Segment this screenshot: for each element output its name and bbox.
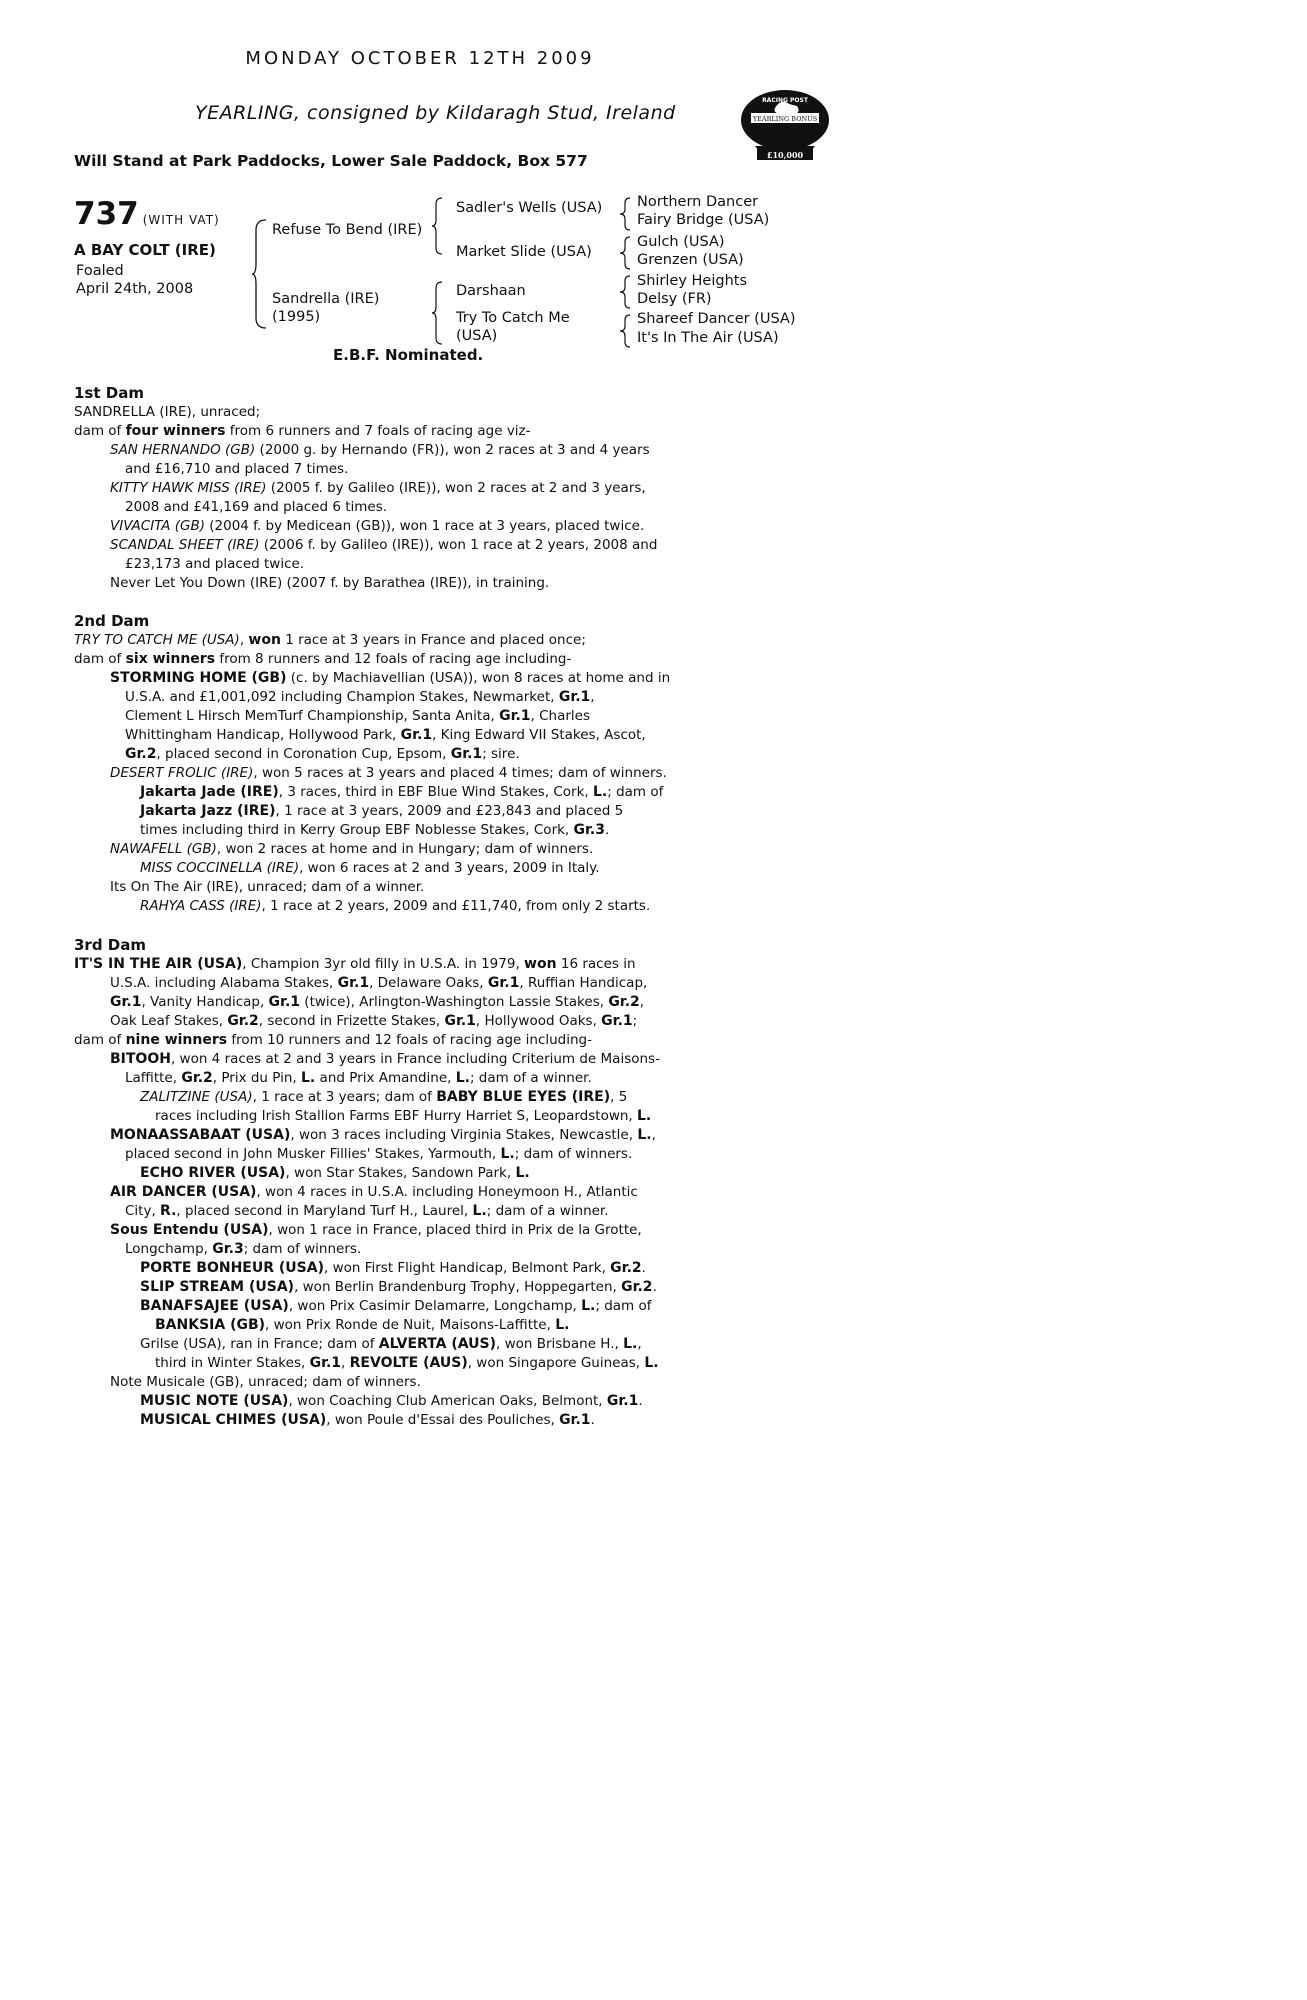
text-run: (2005 f. by Galileo (IRE)), won 2 races at 2 and 3 years, <box>266 480 646 496</box>
text-run: £23,173 and placed twice. <box>125 556 305 572</box>
pedigree-sire-sire: Sadler's Wells (USA) <box>456 200 603 216</box>
text-run: 2008 and £41,169 and placed 6 times. <box>125 499 388 515</box>
text-run: , placed second in Maryland Turf H., Laurel, <box>176 1203 473 1219</box>
text-run: Oak Leaf Stakes, <box>110 1013 228 1029</box>
text-run: ALVERTA (AUS) <box>378 1336 496 1352</box>
text-run: L. <box>515 1165 530 1181</box>
text-run: U.S.A. including Alabama Stakes, <box>110 975 338 991</box>
text-run: . <box>638 1393 643 1409</box>
second-dam-line <box>125 726 646 745</box>
text-run: ; dam of a winner. <box>469 1070 592 1086</box>
text-run: Gr.2 <box>608 994 640 1010</box>
text-run: ZALITZINE (USA) <box>140 1089 253 1105</box>
text-run: , won 4 races in U.S.A. including Honeymoon H., Atlantic <box>256 1184 638 1200</box>
text-run: Gr.3 <box>573 822 605 838</box>
ebf-note: E.B.F. Nominated. <box>333 346 484 364</box>
text-run: L. <box>637 1108 652 1124</box>
text-run: , won Star Stakes, Sandown Park, <box>285 1165 516 1181</box>
text-run: ; <box>632 1013 638 1029</box>
text-run: (2006 f. by Galileo (IRE)), won 1 race at 2 years, 2008 and <box>259 537 658 553</box>
text-run: MUSIC NOTE (USA) <box>140 1393 289 1409</box>
text-run: Gr.3 <box>212 1241 244 1257</box>
text-run: City, <box>125 1203 161 1219</box>
text-run: L. <box>301 1070 316 1086</box>
text-run: Laffitte, <box>125 1070 182 1086</box>
lot-number-block <box>74 196 220 232</box>
text-run: dam of <box>74 651 126 667</box>
text-run: , won Brisbane H., <box>495 1336 624 1352</box>
text-run: PORTE BONHEUR (USA) <box>140 1260 324 1276</box>
text-run: Jakarta Jade (IRE) <box>140 784 279 800</box>
text-run: , won Prix Casimir Delamarre, Longchamp, <box>288 1298 582 1314</box>
text-run: L. <box>637 1127 652 1143</box>
text-run: L. <box>593 784 608 800</box>
text-run: , 1 race at 3 years, 2009 and £23,843 and placed 5 <box>275 803 624 819</box>
pedigree-dam-dam-name: Try To Catch Me <box>456 310 570 326</box>
text-run: . <box>641 1260 646 1276</box>
second-dam-line <box>74 650 571 669</box>
text-run: , <box>651 1127 656 1143</box>
third-dam-line <box>140 1259 646 1278</box>
text-run: , won Singapore Guineas, <box>467 1355 645 1371</box>
text-run: Clement L Hirsch MemTurf Championship, Santa Anita, <box>125 708 500 724</box>
text-run: , Charles <box>530 708 591 724</box>
text-run: , won 6 races at 2 and 3 years, 2009 in Italy. <box>299 860 600 876</box>
pedigree-dam <box>272 290 379 326</box>
text-run: , second in Frizette Stakes, <box>258 1013 445 1029</box>
text-run: Gr.1 <box>450 746 483 762</box>
pedigree-dss: Shirley Heights <box>637 273 748 289</box>
text-run: Gr.1 <box>268 994 301 1010</box>
text-run: four winners <box>125 423 226 439</box>
text-run: , King Edward VII Stakes, Ascot, <box>432 727 646 743</box>
text-run: Gr.1 <box>558 689 591 705</box>
text-run: . <box>605 822 610 838</box>
text-run: races including Irish Stallion Farms EBF Hurry Harriet S, Leopardstown, <box>155 1108 638 1124</box>
third-dam-line <box>140 1278 657 1297</box>
pedigree-dds: Shareef Dancer (USA) <box>637 311 796 327</box>
text-run: , won Berlin Brandenburg Trophy, Hoppegarten, <box>294 1279 622 1295</box>
text-run: SANDRELLA (IRE), unraced; <box>74 404 261 420</box>
text-run: and £16,710 and placed 7 times. <box>125 461 349 477</box>
third-dam-line <box>110 1183 638 1202</box>
second-dam-line <box>140 859 600 878</box>
text-run: Whittingham Handicap, Hollywood Park, <box>125 727 401 743</box>
pedigree-brace-dam <box>432 280 444 346</box>
text-run: R. <box>160 1203 177 1219</box>
text-run: dam of <box>74 423 126 439</box>
third-dam-line <box>125 1145 632 1164</box>
text-run: IT'S IN THE AIR (USA) <box>74 956 243 972</box>
text-run: times including third in Kerry Group EBF Noblesse Stakes, Cork, <box>140 822 574 838</box>
text-run: TRY TO CATCH ME (USA) <box>74 632 240 648</box>
first-dam-line <box>110 517 644 536</box>
badge-amount-text: £10,000 <box>766 150 804 160</box>
foaled-label: Foaled <box>76 263 124 279</box>
text-run: (2004 f. by Medicean (GB)), won 1 race at 3 years, placed twice. <box>204 518 645 534</box>
text-run: , won Coaching Club American Oaks, Belmont, <box>288 1393 607 1409</box>
text-run: DESERT FROLIC (IRE) <box>110 765 254 781</box>
pedigree-dam-name: Sandrella (IRE) <box>272 291 380 307</box>
text-run: . <box>590 1412 595 1428</box>
stand-location: Will Stand at Park Paddocks, Lower Sale Paddock, Box 577 <box>74 152 588 170</box>
pedigree-sdd: Grenzen (USA) <box>637 252 744 268</box>
text-run: ; dam of <box>607 784 664 800</box>
third-dam-line <box>110 1012 637 1031</box>
second-dam-line <box>110 764 667 783</box>
text-run: (c. by Machiavellian (USA)), won 8 races at home and in <box>286 670 671 686</box>
text-run: , Hollywood Oaks, <box>475 1013 602 1029</box>
text-run: KITTY HAWK MISS (IRE) <box>110 480 267 496</box>
text-run: Jakarta Jazz (IRE) <box>140 803 276 819</box>
text-run: BABY BLUE EYES (IRE) <box>436 1089 611 1105</box>
text-run: won <box>248 632 281 648</box>
consignment-line: YEARLING, consigned by Kildaragh Stud, Ireland <box>195 102 676 124</box>
text-run: ECHO RIVER (USA) <box>140 1165 286 1181</box>
badge-middle-text: YEARLING BONUS <box>752 115 818 123</box>
text-run: U.S.A. and £1,001,092 including Champion Stakes, Newmarket, <box>125 689 559 705</box>
text-run: from 10 runners and 12 foals of racing age including- <box>227 1032 592 1048</box>
third-dam-line <box>110 1373 421 1392</box>
text-run: , won 1 race in France, placed third in Prix de la Grotte, <box>268 1222 642 1238</box>
third-dam-line <box>155 1316 569 1335</box>
second-dam-line <box>140 897 650 916</box>
text-run: Gr.1 <box>601 1013 633 1029</box>
text-run: , won Prix Ronde de Nuit, Maisons-Laffitte, <box>265 1317 556 1333</box>
first-dam-line <box>125 555 304 574</box>
pedigree-dam-year: (1995) <box>272 309 321 325</box>
text-run: ; dam of winners. <box>514 1146 633 1162</box>
first-dam-line <box>125 460 348 479</box>
pedigree-ddd: It's In The Air (USA) <box>637 330 779 346</box>
second-dam-line <box>140 783 663 802</box>
third-dam-line <box>140 1335 642 1354</box>
text-run: Never Let You Down (IRE) (2007 f. by Barathea (IRE)), in training. <box>110 575 550 591</box>
first-dam-line <box>110 441 650 460</box>
text-run: Gr.1 <box>309 1355 342 1371</box>
text-run: , Vanity Handicap, <box>141 994 269 1010</box>
text-run: SLIP STREAM (USA) <box>140 1279 295 1295</box>
text-run: BANAFSAJEE (USA) <box>140 1298 289 1314</box>
third-dam-line <box>140 1088 627 1107</box>
pedigree-brace-ds <box>620 274 632 310</box>
third-dam-line <box>110 993 644 1012</box>
pedigree-brace-sire <box>432 196 444 256</box>
second-dam-line <box>140 821 609 840</box>
third-dam-line <box>140 1164 530 1183</box>
pedigree-brace-dd <box>620 313 632 349</box>
text-run: nine winners <box>125 1032 228 1048</box>
text-run: L. <box>623 1336 638 1352</box>
text-run: , 3 races, third in EBF Blue Wind Stakes, Cork, <box>278 784 593 800</box>
text-run: 1 race at 3 years in France and placed once; <box>280 632 586 648</box>
text-run: L. <box>644 1355 659 1371</box>
text-run: , <box>637 1336 642 1352</box>
text-run: from 6 runners and 7 foals of racing age viz- <box>225 423 531 439</box>
third-dam-line <box>110 1050 660 1069</box>
text-run: , won 2 races at home and in Hungary; dam of winners. <box>216 841 594 857</box>
lot-number: 737 <box>74 196 139 232</box>
text-run: Gr.2 <box>181 1070 213 1086</box>
second-dam-line <box>74 631 586 650</box>
third-dam-line <box>110 1221 642 1240</box>
pedigree-sds: Gulch (USA) <box>637 234 725 250</box>
pedigree-dam-dam-origin: (USA) <box>456 328 498 344</box>
text-run: , <box>639 994 645 1010</box>
pedigree-ssd: Fairy Bridge (USA) <box>637 212 770 228</box>
text-run: REVOLTE (AUS) <box>349 1355 468 1371</box>
text-run: . <box>652 1279 657 1295</box>
text-run: Gr.1 <box>606 1393 639 1409</box>
text-run: dam of <box>74 1032 126 1048</box>
pedigree-sire-dam: Market Slide (USA) <box>456 244 592 260</box>
text-run: L. <box>500 1146 515 1162</box>
badge-top-text: RACING POST <box>762 97 808 104</box>
text-run: VIVACITA (GB) <box>110 518 205 534</box>
text-run: L. <box>555 1317 570 1333</box>
text-run: Gr.1 <box>444 1013 476 1029</box>
third-dam-line <box>74 1031 592 1050</box>
text-run: STORMING HOME (GB) <box>110 670 287 686</box>
second-dam-line <box>125 707 590 726</box>
text-run: from 8 runners and 12 foals of racing age including- <box>215 651 572 667</box>
text-run: (twice), Arlington-Washington Lassie Stakes, <box>300 994 609 1010</box>
text-run: , 5 <box>610 1089 628 1105</box>
text-run: MISS COCCINELLA (IRE) <box>140 860 300 876</box>
second-dam-line <box>110 878 424 897</box>
text-run: Its On The Air (IRE), unraced; dam of a winner. <box>110 879 425 895</box>
text-run: , 1 race at 2 years, 2009 and £11,740, from only 2 starts. <box>261 898 651 914</box>
second-dam-line <box>125 688 595 707</box>
second-dam-heading: 2nd Dam <box>74 612 150 630</box>
text-run: placed second in John Musker Fillies' Stakes, Yarmouth, <box>125 1146 501 1162</box>
text-run: L. <box>472 1203 487 1219</box>
first-dam-line <box>74 403 260 422</box>
third-dam-line <box>155 1107 651 1126</box>
first-dam-heading: 1st Dam <box>74 384 144 402</box>
third-dam-line <box>125 1240 361 1259</box>
text-run: MONAASSABAAT (USA) <box>110 1127 291 1143</box>
text-run: , placed second in Coronation Cup, Epsom, <box>156 746 451 762</box>
text-run: , <box>239 632 249 648</box>
lot-name: A BAY COLT (IRE) <box>74 241 216 259</box>
first-dam-line <box>110 536 657 555</box>
sale-date: MONDAY OCTOBER 12TH 2009 <box>245 48 595 69</box>
third-dam-line <box>140 1297 652 1316</box>
text-run: 16 races in <box>556 956 636 972</box>
pedigree-dsd: Delsy (FR) <box>637 291 712 307</box>
text-run: , Champion 3yr old filly in U.S.A. in 1979, <box>242 956 525 972</box>
vat-note: (WITH VAT) <box>142 213 220 227</box>
first-dam-line <box>110 479 646 498</box>
first-dam-line <box>125 498 387 517</box>
text-run: RAHYA CASS (IRE) <box>140 898 262 914</box>
third-dam-line <box>125 1202 609 1221</box>
text-run: third in Winter Stakes, <box>155 1355 310 1371</box>
text-run: BITOOH <box>110 1051 171 1067</box>
text-run: Longchamp, <box>125 1241 213 1257</box>
pedigree-brace-main <box>252 218 268 330</box>
third-dam-line <box>110 1126 656 1145</box>
text-run: ; dam of <box>595 1298 652 1314</box>
pedigree-sss: Northern Dancer <box>637 194 759 210</box>
text-run: , won First Flight Handicap, Belmont Park, <box>323 1260 611 1276</box>
text-run: Gr.2 <box>125 746 157 762</box>
third-dam-line <box>140 1392 643 1411</box>
text-run: NAWAFELL (GB) <box>110 841 217 857</box>
third-dam-line <box>74 955 636 974</box>
third-dam-line <box>140 1411 595 1430</box>
text-run: Gr.2 <box>621 1279 653 1295</box>
text-run: SCANDAL SHEET (IRE) <box>110 537 260 553</box>
pedigree-dam-dam <box>456 309 570 345</box>
text-run: Gr.1 <box>499 708 531 724</box>
text-run: (2000 g. by Hernando (FR)), won 2 races at 3 and 4 years <box>255 442 650 458</box>
text-run: L. <box>455 1070 470 1086</box>
pedigree-brace-ss <box>620 196 632 232</box>
pedigree-brace-sd <box>620 235 632 271</box>
text-run: won <box>524 956 557 972</box>
text-run: Gr.1 <box>337 975 370 991</box>
text-run: , Prix du Pin, <box>212 1070 302 1086</box>
text-run: , 1 race at 3 years; dam of <box>252 1089 437 1105</box>
foaled-date: April 24th, 2008 <box>76 281 194 297</box>
text-run: , won Poule d'Essai des Pouliches, <box>326 1412 560 1428</box>
yearling-bonus-badge <box>735 88 835 166</box>
text-run: , <box>341 1355 350 1371</box>
second-dam-line <box>110 840 593 859</box>
text-run: AIR DANCER (USA) <box>110 1184 257 1200</box>
foaled-block <box>76 262 193 298</box>
text-run: , won 3 races including Virginia Stakes, Newcastle, <box>290 1127 638 1143</box>
text-run: Gr.1 <box>487 975 520 991</box>
first-dam-line <box>74 422 531 441</box>
third-dam-line <box>155 1354 659 1373</box>
text-run: ; dam of winners. <box>243 1241 362 1257</box>
text-run: MUSICAL CHIMES (USA) <box>140 1412 327 1428</box>
second-dam-line <box>140 802 623 821</box>
third-dam-heading: 3rd Dam <box>74 936 146 954</box>
text-run: and Prix Amandine, <box>315 1070 456 1086</box>
third-dam-line <box>110 974 647 993</box>
second-dam-line <box>125 745 520 764</box>
text-run: Grilse (USA), ran in France; dam of <box>140 1336 379 1352</box>
text-run: , won 4 races at 2 and 3 years in France including Criterium de Maisons- <box>170 1051 660 1067</box>
text-run: Sous Entendu (USA) <box>110 1222 269 1238</box>
text-run: ; dam of a winner. <box>486 1203 609 1219</box>
text-run: Gr.2 <box>610 1260 642 1276</box>
text-run: Gr.1 <box>559 1412 591 1428</box>
text-run: , Ruffian Handicap, <box>519 975 648 991</box>
text-run: , Delaware Oaks, <box>369 975 488 991</box>
text-run: Gr.1 <box>110 994 142 1010</box>
text-run: Gr.1 <box>400 727 433 743</box>
text-run: SAN HERNANDO (GB) <box>110 442 256 458</box>
pedigree-dam-sire: Darshaan <box>456 283 526 299</box>
text-run: , <box>590 689 595 705</box>
text-run: six winners <box>125 651 216 667</box>
first-dam-line <box>110 574 549 593</box>
second-dam-line <box>110 669 670 688</box>
text-run: BANKSIA (GB) <box>155 1317 266 1333</box>
third-dam-line <box>125 1069 592 1088</box>
text-run: Note Musicale (GB), unraced; dam of winners. <box>110 1374 421 1390</box>
pedigree-sire: Refuse To Bend (IRE) <box>272 222 423 238</box>
text-run: L. <box>581 1298 596 1314</box>
text-run: , won 5 races at 3 years and placed 4 times; dam of winners. <box>253 765 667 781</box>
text-run: Gr.2 <box>227 1013 259 1029</box>
text-run: ; sire. <box>482 746 520 762</box>
